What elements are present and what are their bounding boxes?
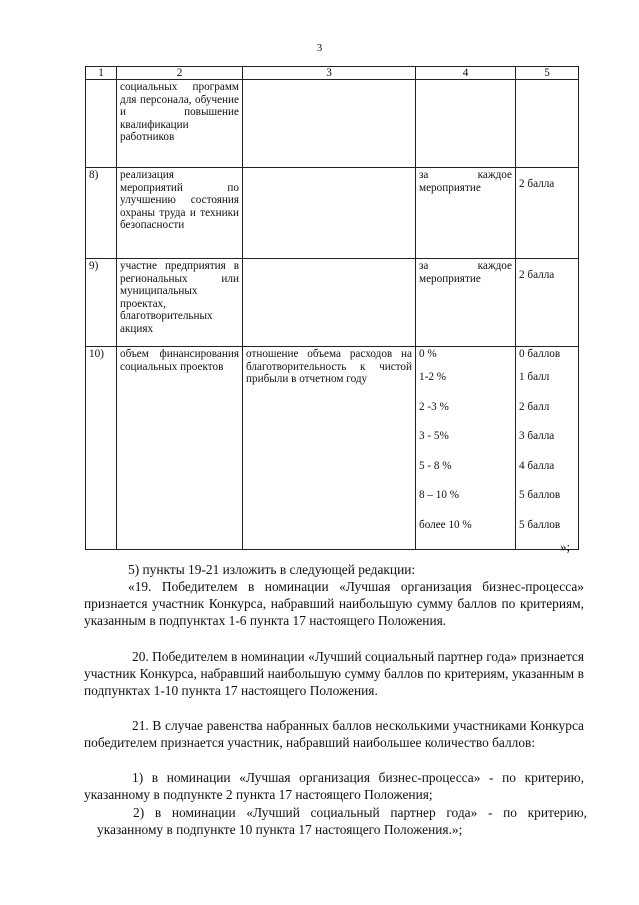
measure-cell <box>243 80 416 168</box>
table-row <box>86 259 579 347</box>
criteria-table <box>85 66 579 550</box>
measure-cell <box>243 259 416 347</box>
range-score: 1 балл <box>519 371 550 383</box>
condition-cell <box>416 80 516 168</box>
score-cell: 2 балла <box>516 259 579 347</box>
header-cell: 1 <box>86 67 117 80</box>
range-item: 0 % <box>419 348 437 360</box>
row-number: 8) <box>86 168 117 259</box>
header-cell: 3 <box>243 67 416 80</box>
range-item: 2 -3 % <box>419 400 449 413</box>
row-number <box>86 80 117 168</box>
range-item: 5 - 8 % <box>419 459 452 472</box>
row-number: 10) <box>86 347 117 550</box>
quote-end: »; <box>560 539 571 554</box>
range-item: более 10 % <box>419 518 472 531</box>
range-item: 3 - 5% <box>419 430 449 442</box>
range-cell <box>416 347 516 550</box>
measure-cell <box>243 168 416 259</box>
paragraph-21: 21. В случае равенства набранных баллов несколькими участниками Конкурса победителем признается участник, набравший наибольшее количество баллов: <box>84 718 584 751</box>
table-header-row <box>86 67 579 80</box>
range-score: 4 балла <box>519 459 555 472</box>
range-score-cell <box>516 347 579 550</box>
criterion-cell: реализация мероприятий по улучшению состояния охраны труда и техники безопасности <box>117 168 243 259</box>
range-item: 1-2 % <box>419 371 447 383</box>
range-score: 3 балла <box>519 430 555 442</box>
range-score: 5 баллов <box>519 518 561 531</box>
row-number: 9) <box>86 259 117 347</box>
score-cell: 2 балла <box>516 168 579 259</box>
paragraph-19: «19. Победителем в номинации «Лучшая организация бизнес-процесса» признается участник Конкурса, набравший наибольшую сумму баллов по критериям, указанным в подпунктах 1-6 пункта 17 настоящего Положения. <box>84 579 584 629</box>
range-score: 5 баллов <box>519 489 561 501</box>
table-row <box>86 80 579 168</box>
paragraph-amendment: 5) пункты 19-21 изложить в следующей редакции: <box>128 562 416 577</box>
paragraph-21-2: 2) в номинации «Лучший социальный партнер года» - по критерию, указанному в подпункте 10 пункта 17 настоящего Положения.»; <box>97 805 587 838</box>
page-number: 3 <box>316 42 323 54</box>
paragraph-21-1: 1) в номинации «Лучшая организация бизнес-процесса» - по критерию, указанному в подпункте 2 пункта 17 настоящего Положения; <box>84 770 584 803</box>
header-cell: 4 <box>416 67 516 80</box>
condition-cell: за каждое мероприятие <box>416 168 516 259</box>
range-score: 2 балл <box>519 400 550 413</box>
paragraph-20: 20. Победителем в номинации «Лучший социальный партнер года» признается участник Конкурса, набравший наибольшую сумму баллов по критериям, указанным в подпунктах 1-10 пункта 17 настоящего Положения. <box>84 649 584 699</box>
header-cell: 5 <box>516 67 579 80</box>
measure-cell: отношение объема расходов на благотворительность к чистой прибыли в отчетном году <box>243 347 416 550</box>
table-row <box>86 168 579 259</box>
criterion-cell: объем финансирования социальных проектов <box>117 347 243 550</box>
range-item: 8 – 10 % <box>419 489 460 501</box>
score-cell <box>516 80 579 168</box>
range-score: 0 баллов <box>519 348 561 360</box>
criterion-cell: участие предприятия в региональных или муниципальных проектах, благотворительных акциях <box>117 259 243 347</box>
header-cell: 2 <box>117 67 243 80</box>
criterion-cell: социальных программ для персонала, обучение и повышение квалификации работников <box>117 80 243 168</box>
table-row <box>86 347 579 550</box>
condition-cell: за каждое мероприятие <box>416 259 516 347</box>
